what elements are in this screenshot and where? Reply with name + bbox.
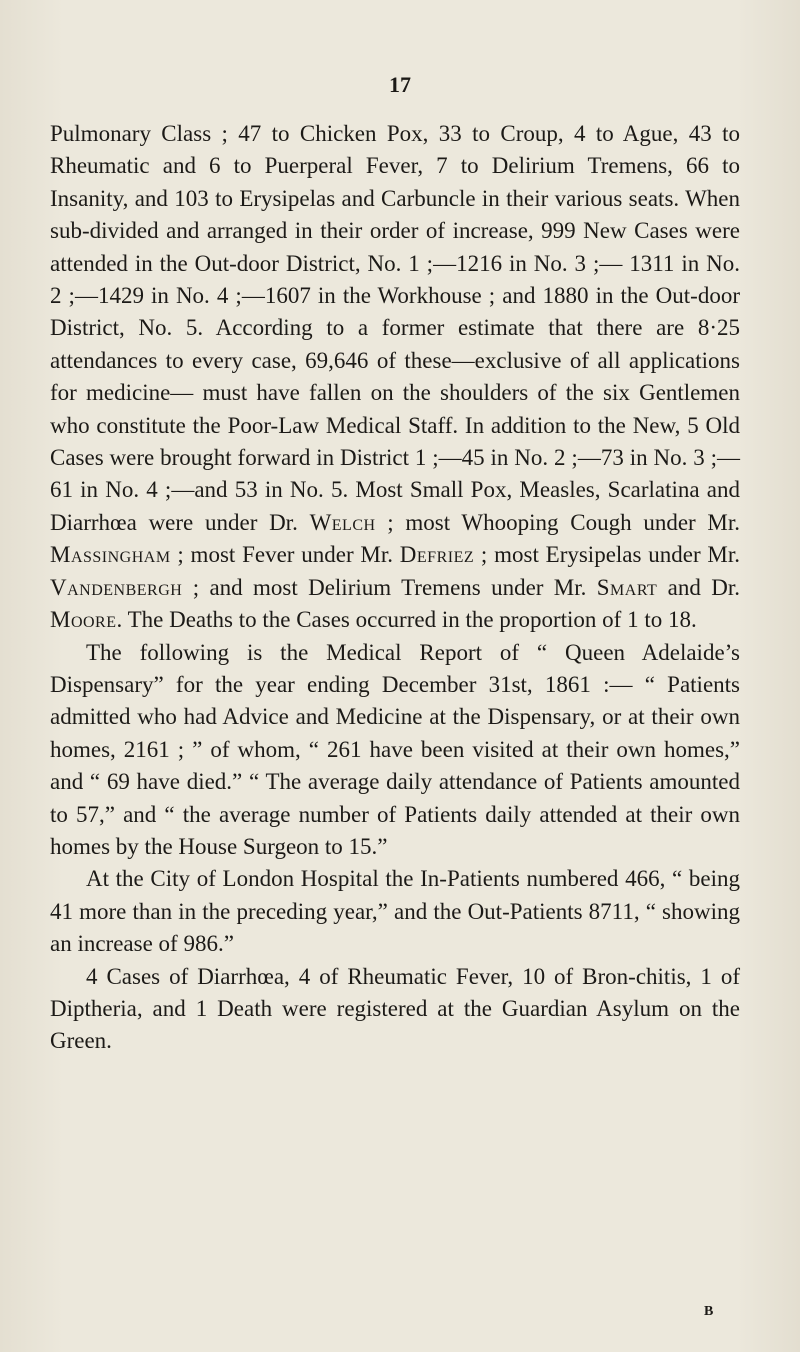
text-segment: and Dr.: [657, 574, 740, 600]
page-number: 17: [389, 72, 411, 97]
surname-smart: Smart: [596, 574, 658, 600]
text-segment: ; and most Delirium Tremens under Mr.: [182, 574, 597, 600]
paragraph-pulmonary-class: [50, 118, 740, 637]
text-segment: ; most Whooping Cough under Mr.: [375, 509, 741, 535]
paragraph-city-of-london-hospital: [50, 863, 740, 960]
surname-defriez: Defriez: [399, 542, 475, 568]
text-segment: Pulmonary Class ; 47 to Chicken Pox, 33 to Croup, 4 to Ague, 43 to Rheumatic and 6 to Puerperal Fever, 7 to Delirium Tremens, 66 to Insanity, and 103 to Erysipelas and Carbuncle in their various seats. When sub-divided and arranged in their order of increase, 999 New Cases were attended in the Out-door District, No. 1 ;—1216 in No. 3 ;— 1311 in No. 2 ;—1429 in No. 4 ;—1607 in the Workhouse ; and 1880 in the Out-door District, No. 5. According to a former estimate that there are 8·25 attendances to every case, 69,646 of these—exclusive of all applications for medicine— must have fallen on the shoulders of the six Gentlemen who constitute the Poor-Law Medical Staff. In addition to the New, 5 Old Cases were brought forward in District 1 ;—45 in No. 2 ;—73 in No. 3 ;—61 in No. 4 ;—and 53 in No. 5. Most Small Pox, Measles, Scarlatina and Diarrhœa were under Dr.: [50, 121, 740, 535]
text-segment: . The Deaths to the Cases occurred in the proportion of 1 to 18.: [116, 607, 697, 633]
surname-moore: Moore: [50, 607, 117, 633]
surname-welch: Welch: [309, 509, 376, 535]
text-segment: 4 Cases of Diarrhœa, 4 of Rheumatic Fever, 10 of Bron-chitis, 1 of Diptheria, and 1 Death were registered at the Guardian Asylum on the Green.: [50, 963, 740, 1054]
surname-vandenbergh: Vandenbergh: [50, 574, 183, 600]
text-segment: ; most Fever under Mr.: [170, 542, 400, 568]
text-segment: ; most Erysipelas under Mr.: [474, 542, 740, 568]
body-text: [50, 118, 740, 1058]
text-segment: The following is the Medical Report of “ Queen Adelaide’s Dispensary” for the year ending December 31st, 1861 :— “ Patients admitted who had Advice and Medicine at the Dispensary, or at their own homes, 2161 ; ” of whom, “ 261 have been visited at their own homes,” and “ 69 have died.” “ The average daily attendance of Patients amounted to 57,” and “ the average number of Patients daily attended at their own homes by the House Surgeon to 15.”: [50, 639, 740, 859]
paragraph-guardian-asylum: [50, 961, 740, 1058]
surname-massingham: Massingham: [50, 542, 171, 568]
text-segment: At the City of London Hospital the In-Patients numbered 466, “ being 41 more than in the preceding year,” and the Out-Patients 8711, “ showing an increase of 986.”: [50, 866, 740, 957]
paragraph-queen-adelaides-dispensary: [50, 637, 740, 864]
signature-mark: B: [704, 1304, 714, 1319]
